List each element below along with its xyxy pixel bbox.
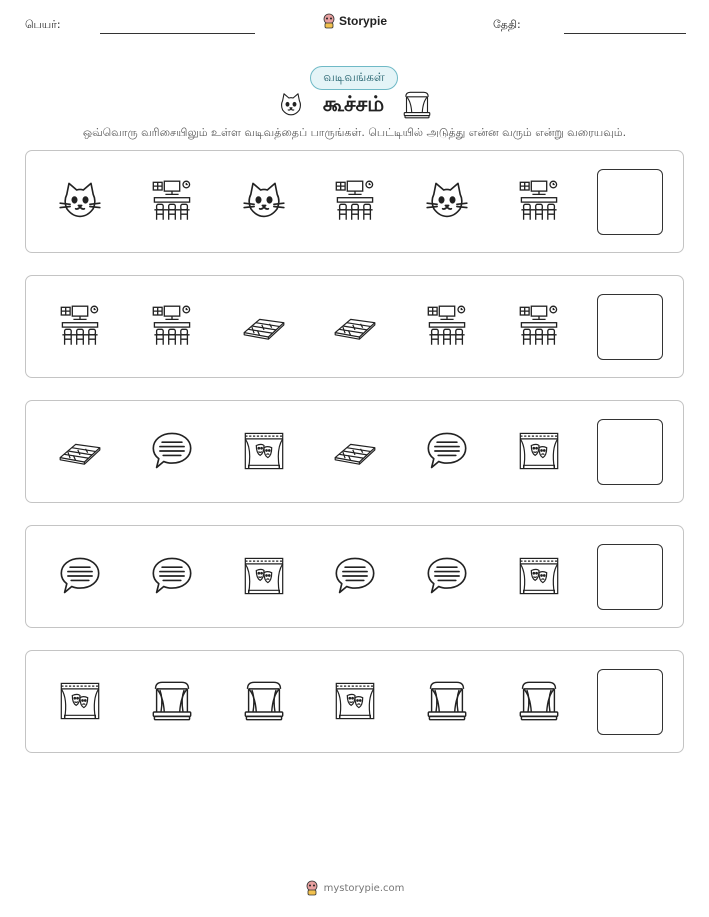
stage-icon xyxy=(517,679,561,723)
speech-icon xyxy=(150,429,194,473)
stage-icon xyxy=(402,90,432,120)
floor-icon xyxy=(333,304,377,348)
stage-icon xyxy=(425,679,469,723)
row-3-item-1 xyxy=(58,429,102,473)
classroom-icon xyxy=(58,304,102,348)
row-4-item-2 xyxy=(150,554,194,598)
classroom-icon xyxy=(333,179,377,223)
row-1-item-3 xyxy=(242,179,286,223)
name-field-line[interactable] xyxy=(100,33,255,34)
cat-icon xyxy=(277,91,305,119)
row-4-item-3 xyxy=(242,554,286,598)
pattern-row-2 xyxy=(25,275,684,378)
row-2-item-6 xyxy=(517,304,561,348)
speech-icon xyxy=(333,554,377,598)
row-4-answer-box[interactable] xyxy=(597,544,663,610)
row-4-item-6 xyxy=(517,554,561,598)
speech-icon xyxy=(58,554,102,598)
storypie-mascot-icon xyxy=(305,880,319,896)
row-2-item-5 xyxy=(425,304,469,348)
date-field-line[interactable] xyxy=(564,33,686,34)
cat-icon xyxy=(425,179,469,223)
row-1-item-1 xyxy=(58,179,102,223)
row-4-item-5 xyxy=(425,554,469,598)
name-label: பெயர்: xyxy=(25,18,61,31)
theater-icon xyxy=(242,554,286,598)
floor-icon xyxy=(242,304,286,348)
stage-icon xyxy=(150,679,194,723)
row-1-item-2 xyxy=(150,179,194,223)
row-5-item-4 xyxy=(333,679,377,723)
pattern-row-5 xyxy=(25,650,684,753)
speech-icon xyxy=(150,554,194,598)
row-5-item-3 xyxy=(242,679,286,723)
row-2-item-1 xyxy=(58,304,102,348)
cat-icon xyxy=(242,179,286,223)
floor-icon xyxy=(58,429,102,473)
brand-logo xyxy=(322,13,387,29)
row-3-item-3 xyxy=(242,429,286,473)
classroom-icon xyxy=(425,304,469,348)
row-1-answer-box[interactable] xyxy=(597,169,663,235)
category-badge: வடிவங்கள் xyxy=(310,66,398,90)
row-3-item-4 xyxy=(333,429,377,473)
floor-icon xyxy=(333,429,377,473)
row-5-answer-box[interactable] xyxy=(597,669,663,735)
pattern-row-4 xyxy=(25,525,684,628)
row-3-item-6 xyxy=(517,429,561,473)
theater-icon xyxy=(517,429,561,473)
stage-icon xyxy=(242,679,286,723)
instructions-text: ஒவ்வொரு வரிசையிலும் உள்ள வடிவத்தைப் பாருங்கள். பெட்டியில் அடுத்து என்ன வரும் என்று வரையவும். xyxy=(82,126,627,139)
classroom-icon xyxy=(517,179,561,223)
footer-url[interactable]: mystorypie.com xyxy=(323,882,405,894)
classroom-icon xyxy=(150,179,194,223)
row-2-item-2 xyxy=(150,304,194,348)
classroom-icon xyxy=(150,304,194,348)
classroom-icon xyxy=(517,304,561,348)
speech-icon xyxy=(425,429,469,473)
date-label: தேதி: xyxy=(493,18,521,31)
row-4-item-4 xyxy=(333,554,377,598)
row-1-item-6 xyxy=(517,179,561,223)
row-2-answer-box[interactable] xyxy=(597,294,663,360)
row-2-item-4 xyxy=(333,304,377,348)
theater-icon xyxy=(333,679,377,723)
cat-icon xyxy=(58,179,102,223)
row-5-item-6 xyxy=(517,679,561,723)
pattern-row-3 xyxy=(25,400,684,503)
row-3-item-5 xyxy=(425,429,469,473)
page-title: கூச்சம் xyxy=(322,91,385,116)
pattern-row-1 xyxy=(25,150,684,253)
row-3-item-2 xyxy=(150,429,194,473)
row-4-item-1 xyxy=(58,554,102,598)
theater-icon xyxy=(242,429,286,473)
row-5-item-5 xyxy=(425,679,469,723)
theater-icon xyxy=(58,679,102,723)
theater-icon xyxy=(517,554,561,598)
footer xyxy=(0,880,709,896)
row-5-item-1 xyxy=(58,679,102,723)
row-1-item-4 xyxy=(333,179,377,223)
row-5-item-2 xyxy=(150,679,194,723)
speech-icon xyxy=(425,554,469,598)
storypie-mascot-icon xyxy=(322,13,336,29)
title-row xyxy=(0,90,709,120)
brand-name: Storypie xyxy=(339,14,388,28)
row-2-item-3 xyxy=(242,304,286,348)
row-3-answer-box[interactable] xyxy=(597,419,663,485)
row-1-item-5 xyxy=(425,179,469,223)
